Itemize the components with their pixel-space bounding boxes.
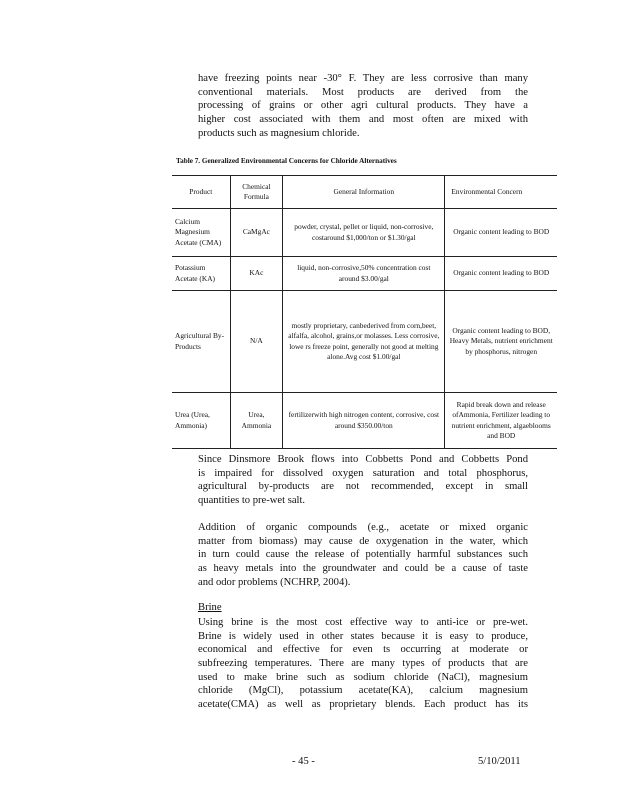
paragraph-brine bbox=[198, 616, 528, 712]
table-header-row bbox=[172, 176, 557, 209]
text-line: processing of grains or other agri cultural products. They have a bbox=[198, 100, 528, 112]
text-line: Using brine is the most cost effective way to anti-ice or pre-wet. bbox=[198, 617, 528, 628]
cell-product: Calcium Magnesium Acetate (CMA) bbox=[172, 209, 230, 257]
text-line: conventional materials. Most products are derived from the bbox=[198, 86, 528, 98]
cell-concern: Organic content leading to BOD bbox=[445, 257, 557, 291]
cell-formula: N/A bbox=[230, 291, 283, 393]
text-line: agricultural by-products are not recommended, except in small bbox=[198, 481, 528, 493]
table-row bbox=[172, 257, 557, 291]
text-line: matter from biomass) may cause de oxygenation in the water, which bbox=[198, 535, 528, 547]
text-line: quantities to pre-wet salt. bbox=[198, 495, 306, 507]
text-line: as heavy metals into the groundwater and could be a cause of taste bbox=[198, 563, 528, 575]
table-caption: Table 7. Generalized Environmental Concerns for Chloride Alternatives bbox=[176, 157, 397, 165]
cell-product: Urea (Urea, Ammonia) bbox=[172, 393, 230, 449]
cell-formula: KAc bbox=[230, 257, 283, 291]
footer-date: 5/10/2011 bbox=[478, 756, 521, 767]
text-line: Addition of organic compounds (e.g., acetate or mixed organic bbox=[198, 522, 528, 533]
header-env-concern: Environmental Concern bbox=[445, 176, 557, 209]
text-line: Since Dinsmore Brook flows into Cobbetts Pond and Cobbetts Pond bbox=[198, 454, 528, 465]
cell-info: liquid, non-corrosive,50% concentration cost around $3.00/gal bbox=[283, 257, 445, 291]
cell-concern: Organic content leading to BOD, Heavy Metals, nutrient enrichment by phosphorus, nitrogen bbox=[445, 291, 557, 393]
cell-info: mostly proprietary, canbederived from corn,beet, alfalfa, alcohol, grains,or molasses. Less corrosive, lowe rs freeze point, generally not good at melting alone.Avg cost $1.00/gal bbox=[283, 291, 445, 393]
cell-formula: Urea, Ammonia bbox=[230, 393, 283, 449]
header-general-info: General Information bbox=[283, 176, 445, 209]
header-formula: Chemical Formula bbox=[230, 176, 283, 209]
text-line: economical and effective for even ts occurring at moderate or bbox=[198, 644, 528, 656]
cell-formula: CaMgAc bbox=[230, 209, 283, 257]
text-line: Brine is widely used in other states because it is easy to produce, bbox=[198, 630, 528, 642]
paragraph-intro bbox=[198, 72, 528, 140]
cell-concern: Rapid break down and release ofAmmonia, Fertilizer leading to nutrient enrichment, algaeblooms and BOD bbox=[445, 393, 557, 449]
text-line: subfreezing temperatures. There are many types of products that are bbox=[198, 658, 528, 670]
table-row bbox=[172, 393, 557, 449]
text-line: have freezing points near -30° F. They are less corrosive than many bbox=[198, 73, 528, 84]
paragraph-organic bbox=[198, 521, 528, 589]
text-line: chloride (MgCl), potassium acetate(KA), calcium magnesium bbox=[198, 685, 528, 697]
table-row bbox=[172, 291, 557, 393]
text-line: acetate(CMA) as well as proprietary blends. Each product has its bbox=[198, 699, 528, 711]
text-line: is impaired for dissolved oxygen saturation and total phosphorus, bbox=[198, 467, 528, 479]
section-heading-brine: Brine bbox=[198, 602, 222, 613]
cell-concern: Organic content leading to BOD bbox=[445, 209, 557, 257]
text-line: in turn could cause the release of potentially harmful substances such bbox=[198, 549, 528, 561]
cell-product: Agricultural By-Products bbox=[172, 291, 230, 393]
text-line: used to make brine such as sodium chloride (NaCl), magnesium bbox=[198, 671, 528, 683]
paragraph-dinsmore bbox=[198, 453, 528, 508]
alternatives-table bbox=[172, 175, 557, 449]
text-line: products such as magnesium chloride. bbox=[198, 127, 360, 139]
cell-product: Potassium Acetate (KA) bbox=[172, 257, 230, 291]
cell-info: fertilizerwith high nitrogen content, corrosive, cost around $350.00/ton bbox=[283, 393, 445, 449]
header-product: Product bbox=[172, 176, 230, 209]
table-row bbox=[172, 209, 557, 257]
cell-info: powder, crystal, pellet or liquid, non-corrosive, costaround $1,000/ton or $1.30/gal bbox=[283, 209, 445, 257]
text-line: and odor problems (NCHRP, 2004). bbox=[198, 576, 351, 588]
page-number: - 45 - bbox=[292, 756, 315, 767]
text-line: higher cost associated with them and most often are mixed with bbox=[198, 114, 528, 126]
